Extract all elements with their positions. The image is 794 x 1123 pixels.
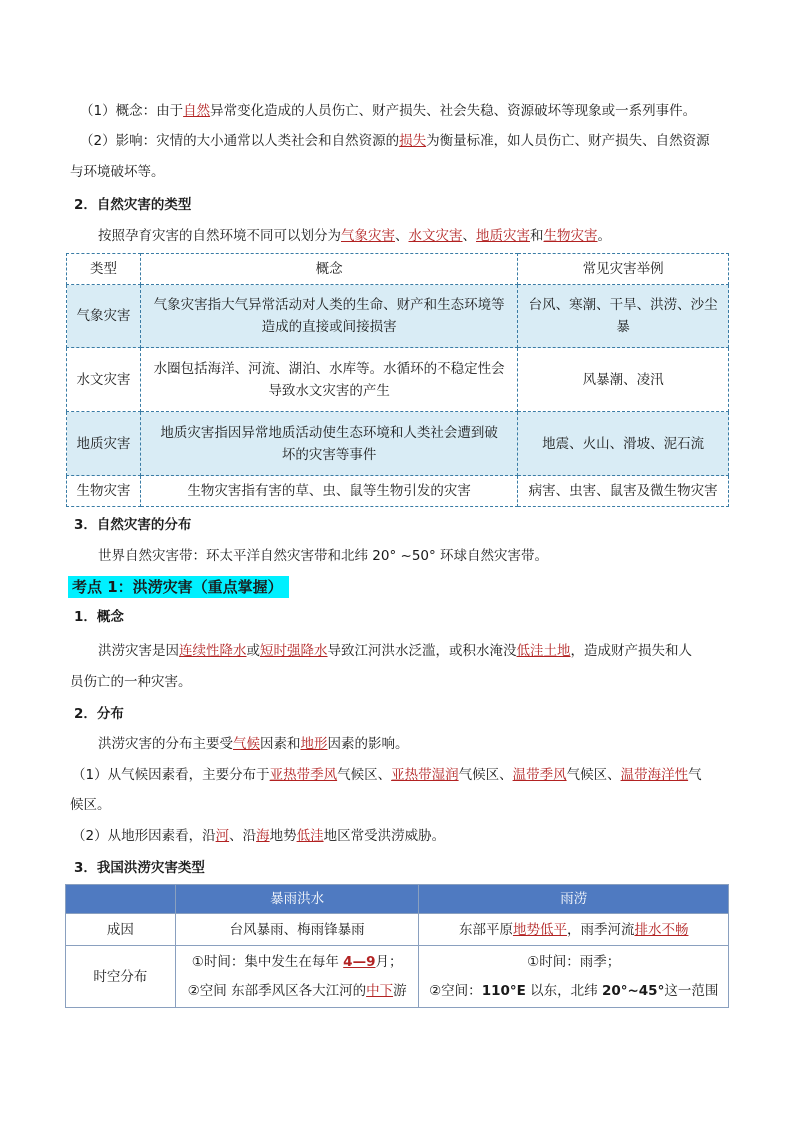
keyword: 生物灾害 — [543, 228, 598, 244]
keyword: 短时强降水 — [260, 643, 328, 659]
text: ②空间 东部季风区各大江河的 — [187, 982, 367, 999]
flood-concept-text-2: 员伤亡的一种灾害。 — [70, 674, 192, 690]
text-line: ①时间：雨季； — [527, 953, 621, 970]
text: 因素的影响。 — [327, 736, 409, 752]
text: 地区常受洪涝威胁。 — [323, 828, 446, 844]
text: 导致水文灾害的产生 — [268, 382, 390, 399]
section-heading-distribution: 3．自然灾害的分布 — [74, 517, 192, 533]
key-point-heading: 考点 1：洪涝灾害（重点掌握） — [68, 576, 289, 598]
text: （1）从气候因素看，主要分布于 — [72, 767, 270, 783]
section-heading-types: 2．自然灾害的类型 — [74, 197, 192, 213]
concept-cell — [140, 285, 517, 348]
keyword: 自然 — [183, 103, 211, 119]
keyword: 中下 — [366, 982, 394, 999]
type-cell: 气象灾害 — [67, 285, 141, 348]
concept-cell — [140, 348, 517, 412]
table-header-row — [67, 254, 729, 285]
text: 导致江河洪水泛滥，或积水淹没 — [327, 643, 517, 659]
text-line — [182, 948, 413, 977]
text: 东部平原 — [458, 921, 513, 938]
text: 洪涝灾害的分布主要受 — [98, 736, 233, 752]
distribution-cell — [419, 946, 729, 1008]
text-line — [425, 977, 722, 1006]
flood-concept-text — [98, 641, 692, 661]
text: 水圈包括海洋、河流、湖泊、水库等。水循环的不稳定性会 — [153, 360, 505, 377]
flood-distribution-intro — [98, 734, 409, 754]
table-row — [66, 914, 729, 946]
keyword: 温带季风 — [512, 767, 567, 783]
keyword: 损失 — [399, 133, 427, 149]
types-intro — [98, 226, 611, 246]
text: 。 — [597, 228, 611, 244]
keyword: 气候 — [233, 736, 260, 752]
text: 和 — [530, 228, 544, 244]
table-row — [67, 285, 729, 348]
keyword: 地质灾害 — [476, 228, 530, 244]
text: 坏的灾害等事件 — [281, 446, 377, 463]
cause-cell: 台风暴雨、梅雨锋暴雨 — [175, 914, 419, 946]
header-waterlogging: 雨涝 — [419, 885, 729, 914]
text: 因素和 — [260, 736, 301, 752]
concept-line — [80, 101, 696, 121]
text: 游 — [393, 982, 407, 999]
text: 地质灾害指因异常地质活动使生态环境和人类社会遭到破 — [160, 424, 498, 441]
keyword: 排水不畅 — [634, 921, 689, 938]
distribution-cell — [175, 946, 419, 1008]
text: 地势 — [269, 828, 297, 844]
flood-climate-line — [72, 765, 702, 785]
distribution-text: 世界自然灾害带：环太平洋自然灾害带和北纬 20° ~50° 环球自然灾害带。 — [98, 548, 549, 564]
table-header-row — [66, 885, 729, 914]
text: 气候区、 — [566, 767, 621, 783]
examples-cell: 地震、火山、滑坡、泥石流 — [518, 412, 729, 476]
header-rainstorm-flood: 暴雨洪水 — [175, 885, 419, 914]
text-line — [182, 977, 413, 1006]
type-cell: 生物灾害 — [67, 476, 141, 507]
keyword: 河 — [215, 828, 230, 844]
keyword: 亚热带湿润 — [391, 767, 459, 783]
text: 按照孕育灾害的自然环境不同可以划分为 — [98, 228, 341, 244]
text: （1）概念：由于 — [80, 103, 184, 119]
text: 造成的直接或间接损害 — [261, 319, 397, 335]
text: 、 — [395, 228, 409, 244]
keyword: 连续性降水 — [179, 643, 247, 659]
text: ①时间：集中发生在每年 — [191, 953, 344, 970]
text: 月； — [375, 953, 403, 970]
text: 异常变化造成的人员伤亡、财产损失、社会失稳、资源破坏等现象或一系列事件。 — [210, 103, 697, 119]
flood-types-heading: 3．我国洪涝灾害类型 — [74, 860, 205, 876]
examples-cell: 病害、虫害、鼠害及微生物灾害 — [518, 476, 729, 507]
row-label: 时空分布 — [66, 946, 176, 1008]
text: 110°E — [481, 982, 526, 999]
examples-cell: 风暴潮、凌汛 — [518, 348, 729, 412]
text: 气候区、 — [458, 767, 513, 783]
text: 台风、寒潮、干旱、洪涝、沙尘 — [528, 297, 718, 313]
flood-concept-heading: 1．概念 — [74, 609, 124, 625]
keyword: 水文灾害 — [408, 228, 463, 244]
keyword: 低洼土地 — [516, 643, 571, 659]
header-empty — [66, 885, 176, 914]
header-examples: 常见灾害举例 — [518, 254, 729, 285]
text: 以东，北纬 — [525, 982, 602, 999]
keyword: 温带海洋性 — [620, 767, 689, 783]
row-label: 成因 — [66, 914, 176, 946]
text: 气候区、 — [337, 767, 392, 783]
keyword: 4—9 — [343, 953, 376, 970]
text: 、沿 — [229, 828, 257, 844]
concept-cell — [140, 412, 517, 476]
text: （2）影响：灾情的大小通常以人类社会和自然资源的 — [80, 133, 400, 149]
impact-line-2: 与环境破坏等。 — [70, 164, 165, 180]
disaster-types-table — [66, 253, 729, 507]
type-cell: 地质灾害 — [67, 412, 141, 476]
text: 气 — [688, 767, 702, 783]
text: 这一范围 — [664, 982, 719, 999]
flood-terrain-line — [72, 826, 445, 846]
text: ，雨季河流 — [566, 921, 635, 938]
text: 暴 — [616, 319, 630, 335]
table-row — [67, 476, 729, 507]
table-row — [67, 348, 729, 412]
keyword: 亚热带季风 — [269, 767, 338, 783]
flood-types-table — [65, 884, 729, 1008]
keyword: 地形 — [300, 736, 328, 752]
flood-climate-line-2: 候区。 — [70, 797, 111, 813]
flood-distribution-heading: 2．分布 — [74, 706, 124, 722]
text: ②空间： — [429, 982, 482, 999]
keyword: 地势低平 — [512, 921, 567, 938]
keyword: 低洼 — [296, 828, 324, 844]
keyword: 海 — [256, 828, 270, 844]
concept-cell: 生物灾害指有害的草、虫、鼠等生物引发的灾害 — [140, 476, 517, 507]
impact-line — [80, 131, 710, 151]
header-type: 类型 — [67, 254, 141, 285]
text: （2）从地形因素看，沿 — [72, 828, 216, 844]
text: 气象灾害指大气异常活动对人类的生命、财产和生态环境等 — [153, 297, 505, 313]
text: 20°~45° — [601, 982, 665, 999]
text: 洪涝灾害是因 — [98, 643, 179, 659]
examples-cell — [518, 285, 729, 348]
table-row — [67, 412, 729, 476]
text: 或 — [246, 643, 260, 659]
header-concept: 概念 — [140, 254, 517, 285]
keyword: 气象灾害 — [341, 228, 395, 244]
cause-cell — [419, 914, 729, 946]
text: 为衡量标准，如人员伤亡、财产损失、自然资源 — [426, 133, 710, 149]
text: 、 — [462, 228, 476, 244]
text: ，造成财产损失和人 — [570, 643, 692, 659]
table-row — [66, 946, 729, 1008]
type-cell: 水文灾害 — [67, 348, 141, 412]
